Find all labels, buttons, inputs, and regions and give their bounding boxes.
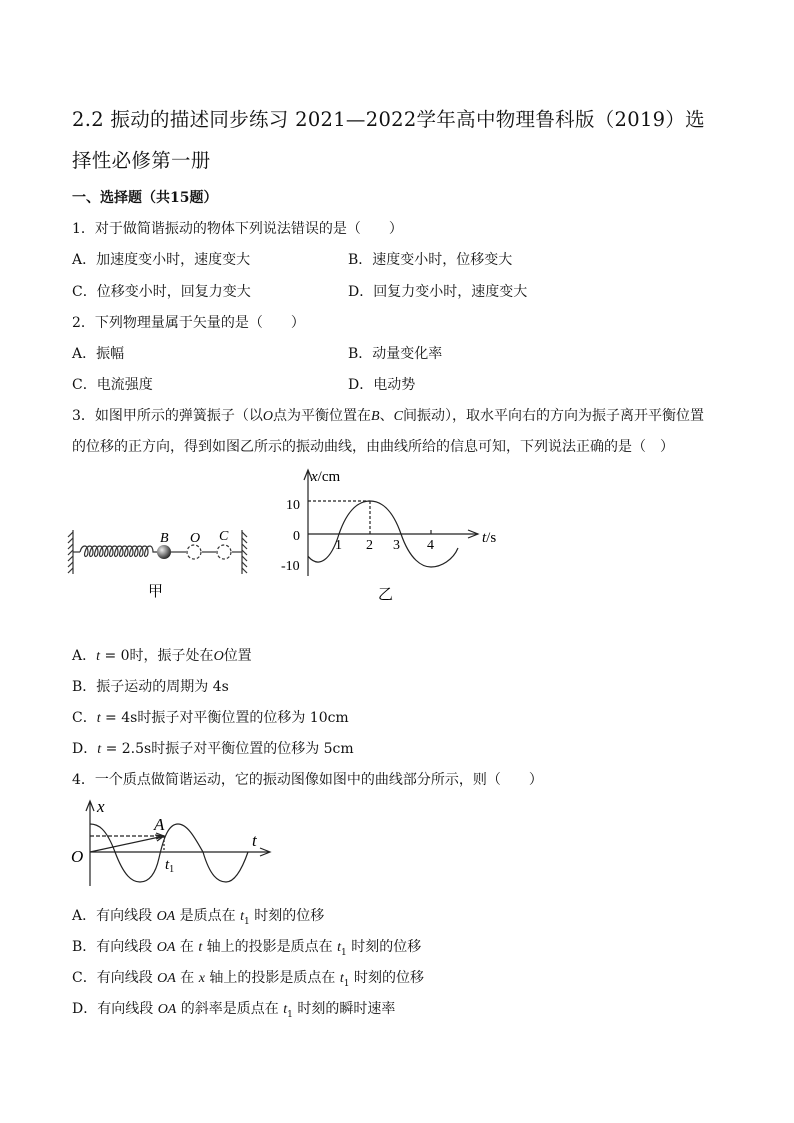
ytick-neg10: -10 (281, 559, 300, 574)
label-o: O (190, 531, 201, 546)
q4-option-a: A．有向线段 OA 是质点在 $t_1$ 时刻的位移 (72, 908, 325, 927)
axis-label-x: x (97, 797, 105, 816)
t1-label: $t_1$ (165, 857, 175, 875)
page-title-line-1: 2.2 振动的描述同步练习 2021—2022学年高中物理鲁科版（2019）选 (72, 108, 705, 131)
label-b: B (160, 531, 169, 546)
figure-jia-label: 甲 (148, 584, 164, 600)
q4-option-b: B．有向线段 OA 在 t 轴上的投影是质点在 $t_1$ 时刻的位移 (72, 939, 422, 958)
xtick-3: 3 (393, 538, 400, 553)
q3-stem-line-1: 3．如图甲所示的弹簧振子（以O点为平衡位置在B、C间振动），取水平向右的方向为振子离开平衡位置 (72, 408, 704, 424)
q1-stem: 1．对于做简谐振动的物体下列说法错误的是（ ） (72, 221, 403, 237)
point-label-a: A (154, 815, 165, 834)
page-title-line-2: 择性必修第一册 (72, 149, 211, 172)
axis-label-x: x/cm (311, 469, 341, 485)
q2-option-a: A．振幅 (72, 346, 125, 362)
xtick-1: 1 (335, 538, 342, 553)
figure-yi-label: 乙 (378, 587, 394, 603)
q4-option-c: C．有向线段 OA 在 x 轴上的投影是质点在 $t_1$ 时刻的位移 (72, 970, 424, 989)
q1-option-d: D．回复力变小时，速度变大 (348, 284, 528, 300)
axis-label-t: t (252, 831, 257, 850)
q2-stem: 2．下列物理量属于矢量的是（ ） (72, 315, 305, 331)
q3-option-c: C．t = 4s时振子对平衡位置的位移为 10cm (72, 710, 349, 726)
q4-stem: 4．一个质点做简谐运动，它的振动图像如图中的曲线部分所示，则（ ） (72, 772, 543, 788)
simple-harmonic-graph-figure (66, 796, 276, 890)
xtick-4: 4 (427, 538, 434, 553)
section-heading: 一、选择题（共15题） (72, 190, 218, 206)
spring-oscillator-figure (60, 518, 260, 608)
q3-option-d: D．t = 2.5s时振子对平衡位置的位移为 5cm (72, 741, 354, 757)
axis-label-t: t/s (482, 530, 497, 546)
q2-option-b: B．动量变化率 (348, 346, 443, 362)
q1-option-c: C．位移变小时，回复力变大 (72, 284, 251, 300)
q4-option-d: D．有向线段 OA 的斜率是质点在 $t_1$ 时刻的瞬时速率 (72, 1001, 396, 1020)
q3-option-b: B．振子运动的周期为 4s (72, 679, 229, 695)
label-c: C (219, 529, 229, 544)
ytick-10: 10 (286, 498, 300, 513)
vibration-curve-figure (278, 464, 518, 606)
q2-option-c: C．电流强度 (72, 377, 153, 393)
ytick-0: 0 (293, 529, 300, 544)
origin-label-o: O (71, 847, 84, 866)
q1-option-b: B．速度变小时，位移变大 (348, 252, 513, 268)
q3-option-a: A．t = 0时，振子处在O位置 (72, 648, 252, 664)
q2-option-d: D．电动势 (348, 377, 416, 393)
q1-option-a: A．加速度变小时，速度变大 (72, 252, 251, 268)
xtick-2: 2 (366, 538, 373, 553)
q3-stem-line-2: 的位移的正方向，得到如图乙所示的振动曲线，由曲线所给的信息可知，下列说法正确的是（ ） (72, 439, 674, 455)
